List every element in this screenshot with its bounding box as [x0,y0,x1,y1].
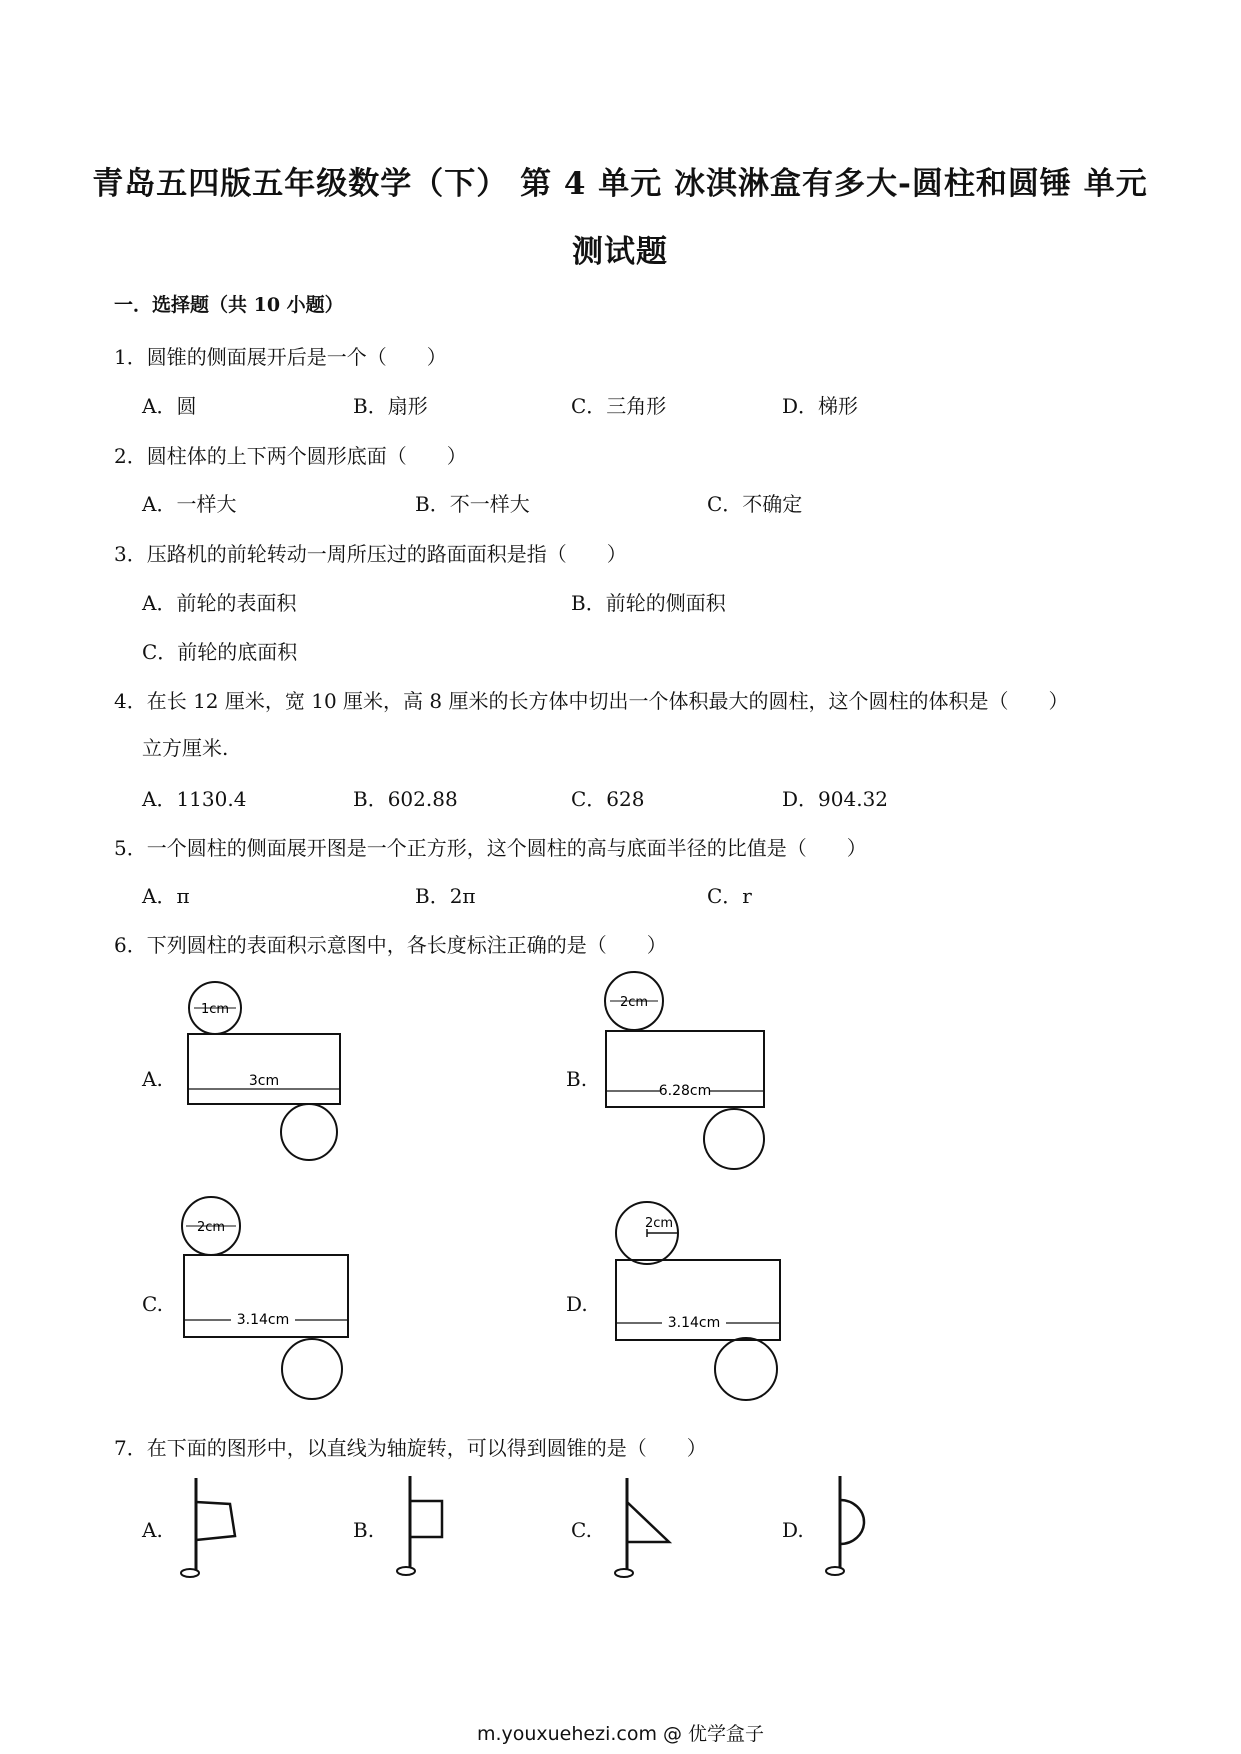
question-7-figure-c [605,1470,685,1585]
circle-label: 1cm [200,1002,230,1017]
question-6-figure-d [612,1198,792,1408]
page-title: 青岛五四版五年级数学（下） 第 4 单元 冰淇淋盒有多大-圆柱和圆锤 单元 [92,166,1148,202]
question-7-option-c[interactable]: C. [571,1518,592,1542]
question-6-figure-d-label[interactable]: D. [566,1292,588,1316]
page-footer: m.youxuehezi.com @ 优学盒子 [476,1723,765,1745]
bottom-circle-icon [715,1338,777,1400]
question-2-option-c[interactable]: C．不确定 [707,492,803,516]
question-4-option-d[interactable]: D．904.32 [782,787,889,811]
bottom-circle-icon [281,1104,337,1160]
question-1-option-a[interactable]: A．圆 [142,394,197,418]
question-6-figure-a-label[interactable]: A. [142,1067,163,1091]
question-6-figure-c-label[interactable]: C. [142,1292,163,1316]
question-3-option-a[interactable]: A．前轮的表面积 [142,591,297,615]
question-6-stem: 6．下列圆柱的表面积示意图中，各长度标注正确的是（ ） [114,933,667,957]
question-6-figure-a [180,975,350,1170]
question-1-option-c[interactable]: C．三角形 [571,394,667,418]
question-3-stem: 3．压路机的前轮转动一周所压过的路面面积是指（ ） [114,542,627,566]
question-7-figure-b [390,1468,460,1583]
question-6-figure-b-label[interactable]: B. [566,1067,588,1091]
question-1-stem: 1．圆锥的侧面展开后是一个（ ） [114,345,447,369]
bottom-circle-icon [282,1339,342,1399]
rect-label: 3.14cm [667,1315,721,1331]
question-4-option-b[interactable]: B．602.88 [353,787,458,811]
semicircle-shape-icon [840,1500,864,1544]
question-6-figure-b [602,965,772,1175]
circle-label: 2cm [619,995,649,1010]
question-5-option-c[interactable]: C．r [707,884,752,908]
question-7-option-d[interactable]: D. [782,1518,804,1542]
question-3-option-b[interactable]: B．前轮的侧面积 [571,591,726,615]
circle-label: 2cm [196,1220,226,1235]
question-1-option-d[interactable]: D．梯形 [782,394,859,418]
bottom-circle-icon [704,1109,764,1169]
question-7-figure-a [175,1470,245,1585]
section-heading: 一．选择题（共 10 小题） [114,294,344,316]
question-6-figure-c [178,1193,358,1403]
question-5-option-a[interactable]: A．π [142,884,190,908]
right-triangle-shape-icon [627,1502,669,1542]
question-5-option-b[interactable]: B．2π [415,884,476,908]
side-rectangle-icon [188,1034,340,1104]
page-title-continued: 测试题 [572,234,668,270]
rectangle-shape-icon [410,1501,442,1537]
rect-label: 6.28cm [658,1083,712,1099]
rect-label: 3cm [248,1073,280,1089]
question-4-stem-continued: 立方厘米. [142,736,229,760]
question-2-stem: 2．圆柱体的上下两个圆形底面（ ） [114,444,467,468]
question-7-stem: 7．在下面的图形中，以直线为轴旋转，可以得到圆锥的是（ ） [114,1436,707,1460]
circle-label: 2cm [644,1216,674,1231]
question-7-option-a[interactable]: A. [142,1518,163,1542]
trapezoid-shape-icon [196,1502,235,1540]
question-2-option-a[interactable]: A．一样大 [142,492,237,516]
question-5-stem: 5．一个圆柱的侧面展开图是一个正方形，这个圆柱的高与底面半径的比值是（ ） [114,836,867,860]
question-4-option-c[interactable]: C．628 [571,787,645,811]
question-7-option-b[interactable]: B. [353,1518,375,1542]
question-7-figure-d [820,1468,890,1583]
question-1-option-b[interactable]: B．扇形 [353,394,428,418]
question-3-option-c[interactable]: C．前轮的底面积 [142,640,298,664]
rect-label: 3.14cm [236,1312,290,1328]
question-4-stem: 4．在长 12 厘米，宽 10 厘米，高 8 厘米的长方体中切出一个体积最大的圆柱，这个圆柱的体积是（ ） [114,689,1069,713]
question-4-option-a[interactable]: A．1130.4 [142,787,247,811]
question-2-option-b[interactable]: B．不一样大 [415,492,530,516]
